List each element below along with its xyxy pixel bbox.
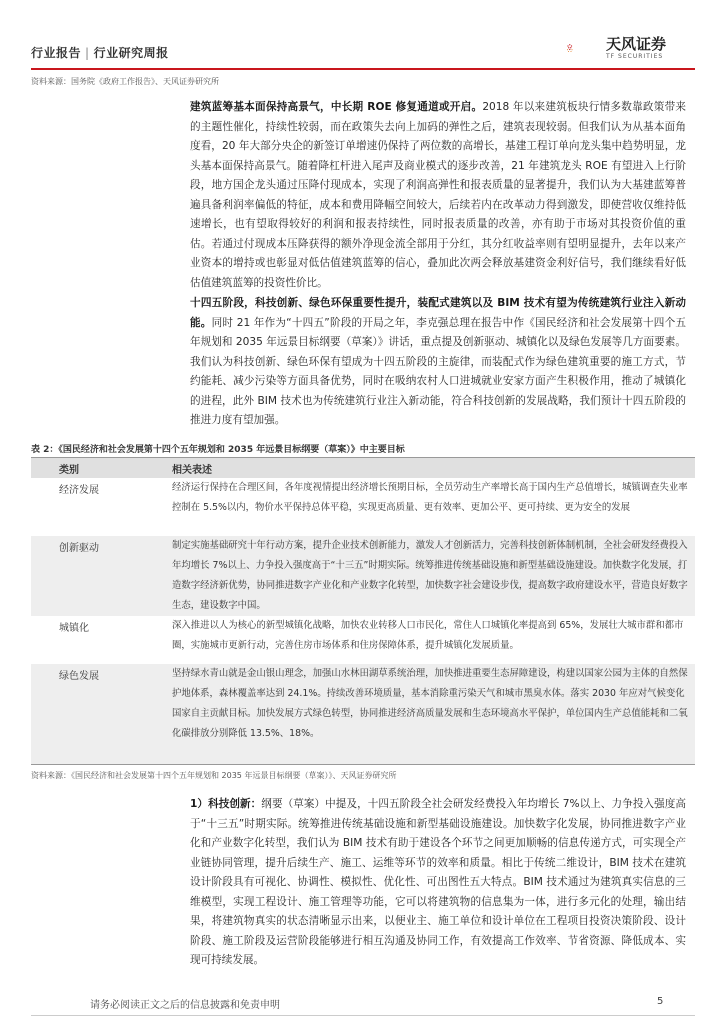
row-category: 经济发展 [59,485,99,496]
row-category: 绿色发展 [59,671,99,682]
header-subsection: 行业研究周报 [93,46,169,60]
header-divider [31,68,695,70]
paragraph-14th-five-year [190,294,686,431]
row-category: 创新驱动 [59,543,99,554]
row-text: 深入推进以人为核心的新型城镇化战略，加快农业转移人口市民化，常住人口城镇化率提高到 65%，发展壮大城市群和都市圈，实施城市更新行动，完善住房市场体系和住房保障体系，提升城镇化发展质量。 [172,620,684,651]
table-row [31,536,695,616]
table-row [31,664,695,764]
paragraph-tech-innovation [190,795,686,971]
page-number: 5 [657,996,664,1007]
table-col-category: 类别 [59,465,79,476]
table-title: 表 2：《国民经济和社会发展第十四个五年规划和 2035 年远景目标纲要（草案）》中主要目标 [31,445,405,455]
header-section: 行业报告 [31,46,82,60]
paragraph-blue-chip [190,98,686,293]
table-row [31,478,695,536]
row-text: 制定实施基础研究十年行动方案，提升企业技术创新能力，激发人才创新活力，完善科技创新体制机制，全社会研发经费投入年均增长 7%以上、力争投入强度高于“十三五”时期实际。统筹推进传统基础设施和新型基础设施建设。加快数字化发展，打造数字经济新优势，协同推进数字产业化和产业数字化转型，加快数字社会建设步伐，提高数字政府建设水平，营造良好数字生态，建设数字中国。 [172,540,688,611]
paragraph-body: 2018 年以来建筑板块行情多数靠政策带来的主题性催化，持续性较弱，而在政策失去向上加码的弹性之后，建筑表现较弱。但我们认为从基本面角度看，20 年大部分央企的新签订单增速仍保持了两位数的高增长，基建工程订单向龙头集中趋势明显，龙头基本面保持高景气。随着降杠杆进入尾声及商业模式的逐步改善，21 年建筑龙头 ROE 有望进入上行阶段，地方国企龙头通过压降付现成本，实现了利润高弹性和报表质量的显著提升，我们认为大基建蓝筹普遍具备利润率偏低的特征，成本和费用降幅空间较大，后续若内在改革动力得到激发，即使营收仅维持低速增长，也有望取得较好的利润和报表持续性，同时报表质量的改善，亦有助于市场对其投资价值的重估。若通过付现成本压降获得的额外净现金流全部用于分红，其分红收益率则有望明显提升，去年以来产业资本的增持或也彰显对低估值建筑蓝筹的信心，叠加此次两会释放基建资金利好信号，我们继续看好低估值建筑蓝筹的投资性价比。 [190,101,687,289]
paragraph-body: 纲要（草案）中提及，十四五阶段全社会研发经费投入年均增长 7%以上、力争投入强度高于“十三五”时期实际。统筹推进传统基础设施和新型基础设施建设。加快数字化发展，协同推进数字产业化和产业数字化转型，我们认为 BIM 技术有助于建设各个环节之间更加顺畅的信息传递方式，可实现全产业链协同管理，提升后续生产、施工、运维等环节的效率和质量。相比于传统二维设计，BIM 技术在建筑设计阶段具有可视化、协调性、模拟性、优化性、可出图性五大特点。BIM 技术通过为建筑真实信息的三维模型，实现工程设计、施工管理等功能，它可以将建筑物的信息集为一体，进行多元化的处理，输出结果，将建筑物真实的状态清晰显示出来，以便业主、施工单位和设计单位在工程项目投资决策阶段、设计阶段、施工阶段及运营阶段能够进行相互沟通及协同工作，有效提高工作效率、节省资源、降低成本、实现可持续发展。 [190,798,687,966]
paragraph-lead: 建筑蓝筹基本面保持高景气，中长期 ROE 修复通道或开启。 [190,101,483,113]
table-row [31,616,695,664]
footer-disclaimer: 请务必阅读正文之后的信息披露和免责申明 [90,1000,280,1011]
brand-name: 天风证券 [606,35,667,53]
row-text: 经济运行保持在合理区间，各年度视情提出经济增长预期目标，全员劳动生产率增长高于国内生产总值增长，城镇调查失业率控制在 5.5%以内，物价水平保持总体平稳，实现更高质量、更有效率、更加公平、更可持续、更为安全的发展 [172,482,688,513]
footer-rule [31,1015,695,1016]
table-col-description: 相关表述 [172,465,212,476]
brand-subtitle: TF SECURITIES [606,53,664,60]
row-text: 坚持绿水青山就是金山银山理念，加强山水林田湖草系统治理，加快推进重要生态屏障建设，构建以国家公园为主体的自然保护地体系，森林覆盖率达到 24.1%。持续改善环境质量，基本消除重污染天气和城市黑臭水体。落实 2030 年应对气候变化国家自主贡献目标。加快发展方式绿色转型，协同推进经济高质量发展和生态环境高水平保护，单位国内生产总值能耗和二氧化碳排放分别降低 13.5%、18%。 [172,668,688,739]
report-header [31,44,169,61]
table-header [31,458,695,478]
header-separator: | [85,46,90,60]
brand-logo-icon [566,26,596,72]
paragraph-lead: 十四五阶段，科技创新、绿色环保重要性提升，装配式建筑以及 BIM 技术有望为传统建筑行业注入新动能。 [190,297,686,329]
paragraph-body: 同时 21 年作为“十四五”阶段的开局之年，李克强总理在报告中作《国民经济和社会发展第十四个五年规划和 2035 年远景目标纲要（草案）》讲话，重点提及创新驱动、城镇化以及绿色发展等几方面要素。我们认为科技创新、绿色环保有望成为十四五阶段的主旋律，而装配式作为绿色建筑重要的施工方式，节约能耗、减少污染等方面具备优势，同时在吸纳农村人口进城就业安家方面产生积极作用，推动了城镇化的进程，此外 BIM 技术也为传统建筑行业注入新动能，符合科技创新的发展战略，我们预计十四五阶段的推进力度有望加强。 [190,316,686,426]
paragraph-lead: 1）科技创新： [190,798,262,810]
source-note-top: 资料来源：国务院《政府工作报告》、天风证券研究所 [31,77,219,86]
row-category: 城镇化 [59,623,89,634]
table-bottom-rule [31,764,695,765]
source-note-table: 资料来源：《国民经济和社会发展第十四个五年规划和 2035 年远景目标纲要（草案）》、天风证券研究所 [31,771,397,780]
